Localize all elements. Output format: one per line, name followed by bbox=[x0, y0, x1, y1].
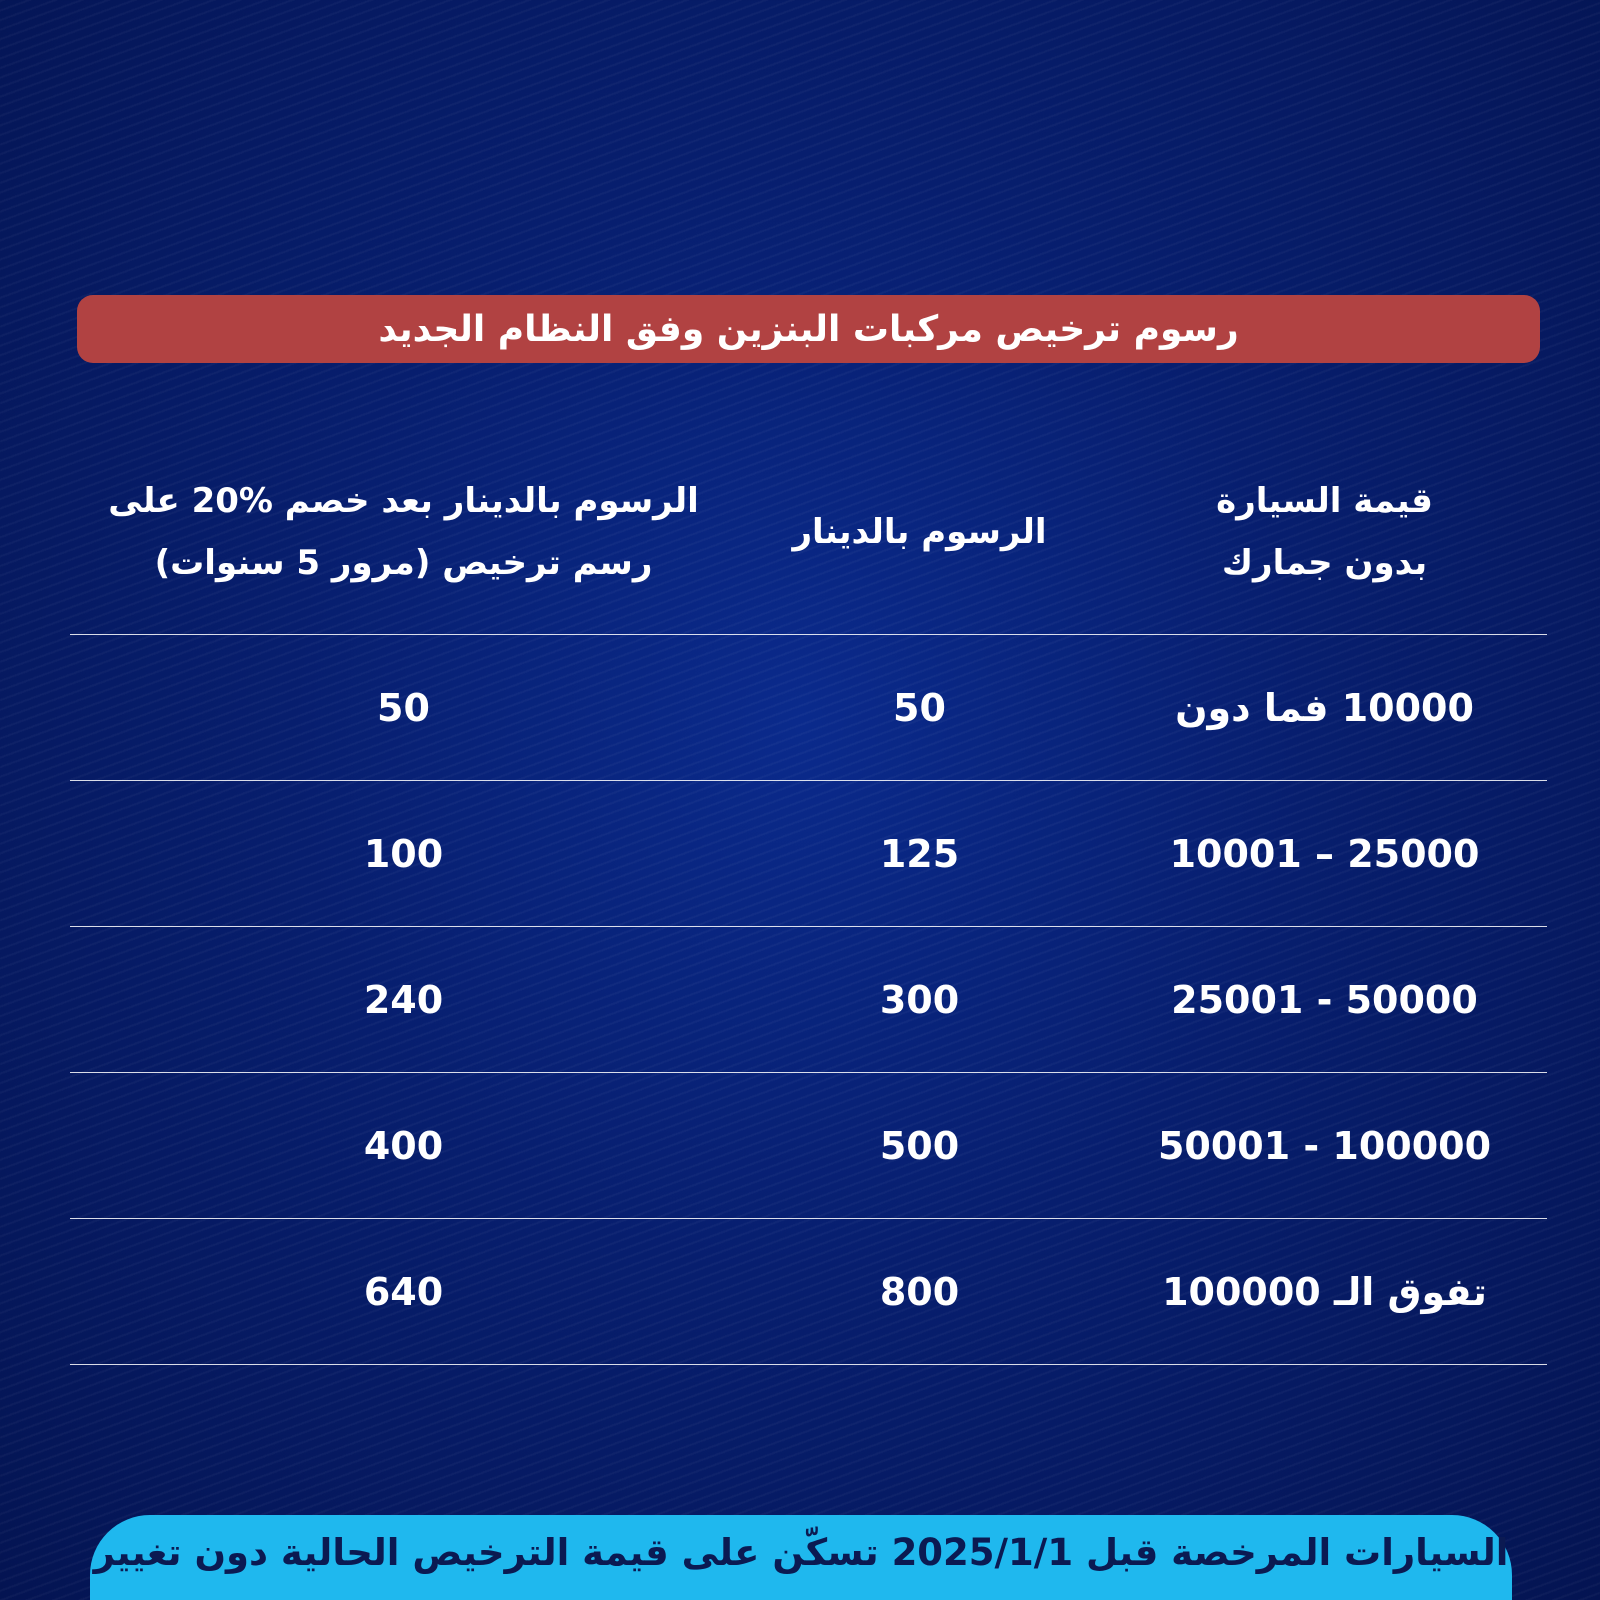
cell-fee-discounted: 100 bbox=[363, 831, 444, 876]
cell-car-value: 50001 - 100000 bbox=[1157, 1123, 1492, 1168]
cell-car-value: 10000 فما دون bbox=[1175, 685, 1474, 730]
cell-fee-discounted: 50 bbox=[377, 685, 430, 730]
cell-car-value: 25001 - 50000 bbox=[1171, 977, 1478, 1022]
cell-fee: 125 bbox=[879, 831, 960, 876]
cell-fee: 50 bbox=[893, 685, 946, 730]
cell-fee-discounted: 640 bbox=[363, 1269, 444, 1314]
header-car-value: قيمة السيارة بدون جمارك bbox=[1216, 481, 1433, 583]
cell-car-value: تفوق الـ 100000 bbox=[1162, 1269, 1487, 1314]
header-fees: الرسوم بالدينار bbox=[792, 512, 1047, 552]
table-header-row bbox=[70, 430, 1547, 635]
page-title: رسوم ترخيص مركبات البنزين وفق النظام الجديد bbox=[378, 308, 1239, 350]
header-fees-discounted: الرسوم بالدينار بعد خصم %20 على رسم ترخيص (مرور 5 سنوات) bbox=[108, 481, 699, 583]
cell-car-value: 10001 – 25000 bbox=[1169, 831, 1480, 876]
table-row bbox=[70, 927, 1547, 1073]
fees-table bbox=[70, 430, 1547, 1365]
table-row bbox=[70, 635, 1547, 781]
footer-note: السيارات المرخصة قبل 2025/1/1 تسكّن على قيمة الترخيص الحالية دون تغيير bbox=[93, 1531, 1509, 1574]
table-row bbox=[70, 1073, 1547, 1219]
table-row bbox=[70, 1219, 1547, 1365]
cell-fee-discounted: 400 bbox=[363, 1123, 444, 1168]
cell-fee: 300 bbox=[879, 977, 960, 1022]
cell-fee: 800 bbox=[879, 1269, 960, 1314]
title-banner bbox=[77, 295, 1540, 363]
table-row bbox=[70, 781, 1547, 927]
footer-note-banner bbox=[90, 1515, 1512, 1600]
cell-fee-discounted: 240 bbox=[363, 977, 444, 1022]
cell-fee: 500 bbox=[879, 1123, 960, 1168]
